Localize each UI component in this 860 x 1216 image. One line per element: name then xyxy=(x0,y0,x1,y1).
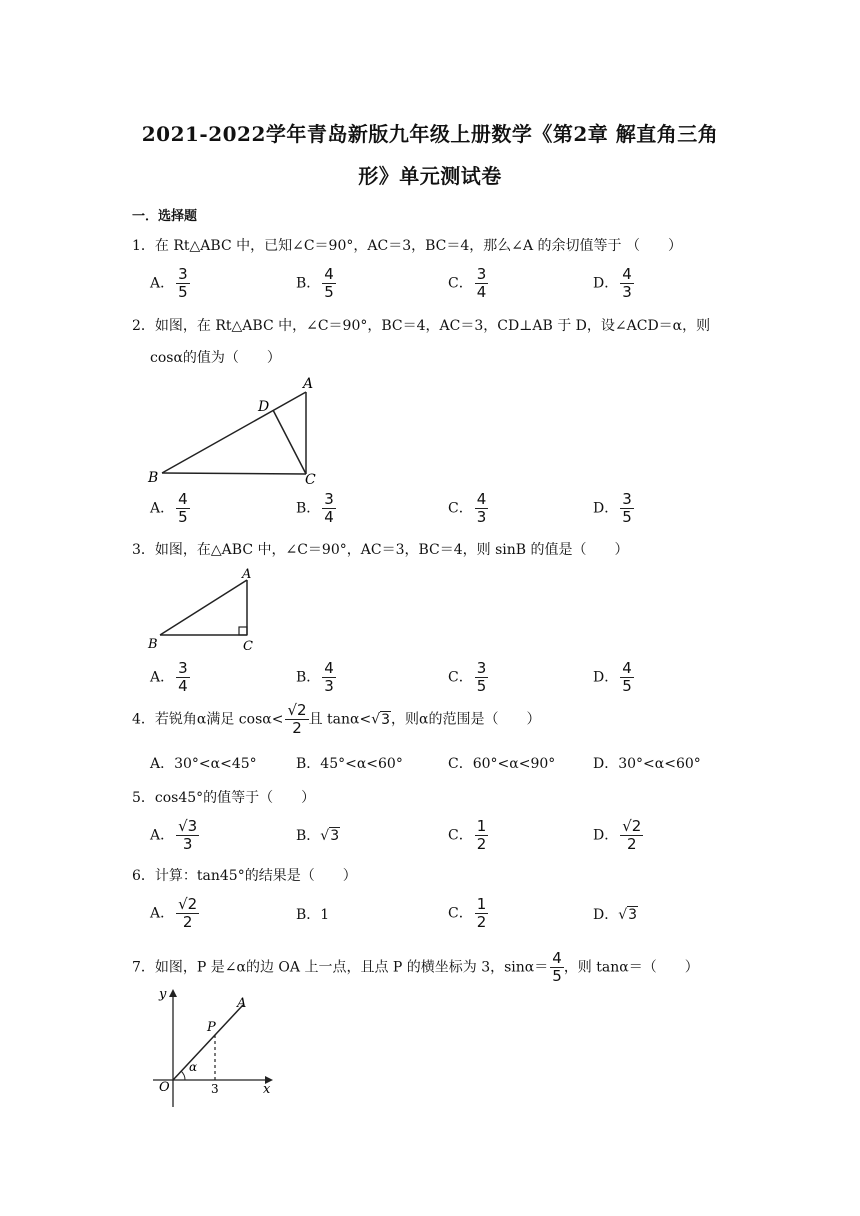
q6-option-d[interactable]: D．√3 xyxy=(593,907,638,923)
q6-option-a[interactable]: A． $\frac{√2}{2}$ xyxy=(150,895,198,931)
label-a: A xyxy=(237,996,247,1011)
q2-option-b[interactable]: B． $\frac{3}{4}$ xyxy=(296,490,334,526)
figure-q3-triangle xyxy=(145,566,265,656)
q1-option-b[interactable]: B． $\frac{4}{5}$ xyxy=(296,265,334,301)
question-2-stem-cont: cosα的值为（ ） xyxy=(150,350,281,366)
q5-option-b[interactable]: B．√3 xyxy=(296,828,340,844)
label-a: A xyxy=(242,567,252,582)
question-3-stem: 3．如图，在△ABC 中，∠C＝90°，AC＝3，BC＝4，则 sinB 的值是（ ） xyxy=(132,542,629,558)
segment-ab xyxy=(160,580,247,635)
question-2-stem: 2．如图，在 Rt△ABC 中，∠C＝90°，BC＝4，AC＝3，CD⊥AB 于 D，设∠ACD＝α，则 xyxy=(132,318,711,334)
q4-option-d[interactable]: D．30°<α<60° xyxy=(593,756,701,772)
label-p: P xyxy=(207,1020,216,1035)
label-b: B xyxy=(148,637,158,652)
question-6-stem: 6．计算：tan45°的结果是（ ） xyxy=(132,868,357,884)
segment-bc xyxy=(162,473,306,474)
q2-option-d[interactable]: D． $\frac{3}{5}$ xyxy=(593,490,632,526)
label-o: O xyxy=(159,1080,170,1095)
label-three: 3 xyxy=(211,1082,219,1096)
label-d: D xyxy=(258,399,270,415)
q2-option-a[interactable]: A． $\frac{4}{5}$ xyxy=(150,490,188,526)
section-heading: 一．选择题 xyxy=(132,209,198,224)
label-c: C xyxy=(243,639,253,654)
label-x: x xyxy=(263,1082,271,1097)
angle-arc xyxy=(181,1071,185,1080)
question-4-stem: 4．若锐角α满足 cosα< $\frac{√2}{2}$ 且 tanα<√3，则α的范围是（ ） xyxy=(132,701,541,737)
q4-option-a[interactable]: A．30°<α<45° xyxy=(150,756,257,772)
document-title-line2: 形》单元测试卷 xyxy=(358,164,502,188)
q5-option-a[interactable]: A． $\frac{√3}{3}$ xyxy=(150,817,198,853)
q1-option-c[interactable]: C． $\frac{3}{4}$ xyxy=(448,265,487,301)
q6-option-c[interactable]: C． $\frac{1}{2}$ xyxy=(448,895,487,931)
q3-option-d[interactable]: D． $\frac{4}{5}$ xyxy=(593,659,632,695)
q1-option-a[interactable]: A． $\frac{3}{5}$ xyxy=(150,265,188,301)
question-7-stem: 7．如图，P 是∠α的边 OA 上一点，且点 P 的横坐标为 3，sinα＝ $\frac{4}{5}$ ，则 tanα＝（ ） xyxy=(132,949,699,985)
q3-option-b[interactable]: B． $\frac{4}{3}$ xyxy=(296,659,334,695)
label-alpha: α xyxy=(189,1060,198,1074)
ray-oa xyxy=(173,1005,243,1080)
q5-option-d[interactable]: D． $\frac{√2}{2}$ xyxy=(593,817,642,853)
segment-cd xyxy=(273,410,306,474)
figure-q7-coordinate xyxy=(145,985,285,1110)
label-y: y xyxy=(159,987,167,1002)
q5-option-c[interactable]: C． $\frac{1}{2}$ xyxy=(448,817,487,853)
q3-option-a[interactable]: A． $\frac{3}{4}$ xyxy=(150,659,188,695)
label-c: C xyxy=(305,472,316,486)
document-title-line1: 2021-2022学年青岛新版九年级上册数学《第2章 解直角三角 xyxy=(141,122,719,146)
question-5-stem: 5．cos45°的值等于（ ） xyxy=(132,790,316,806)
label-b: B xyxy=(148,470,159,486)
q1-option-d[interactable]: D． $\frac{4}{3}$ xyxy=(593,265,632,301)
q4-option-b[interactable]: B．45°<α<60° xyxy=(296,756,403,772)
y-axis-arrow xyxy=(169,989,177,997)
question-1-stem: 1．在 Rt△ABC 中，已知∠C＝90°，AC＝3，BC＝4，那么∠A 的余切值等于 （ ） xyxy=(132,238,683,254)
label-a: A xyxy=(303,376,314,392)
q4-option-c[interactable]: C．60°<α<90° xyxy=(448,756,556,772)
right-angle-mark xyxy=(239,627,247,635)
q6-option-b[interactable]: B．1 xyxy=(296,907,330,923)
figure-q2-triangle xyxy=(145,376,325,486)
q2-option-c[interactable]: C． $\frac{4}{3}$ xyxy=(448,490,487,526)
q3-option-c[interactable]: C． $\frac{3}{5}$ xyxy=(448,659,487,695)
